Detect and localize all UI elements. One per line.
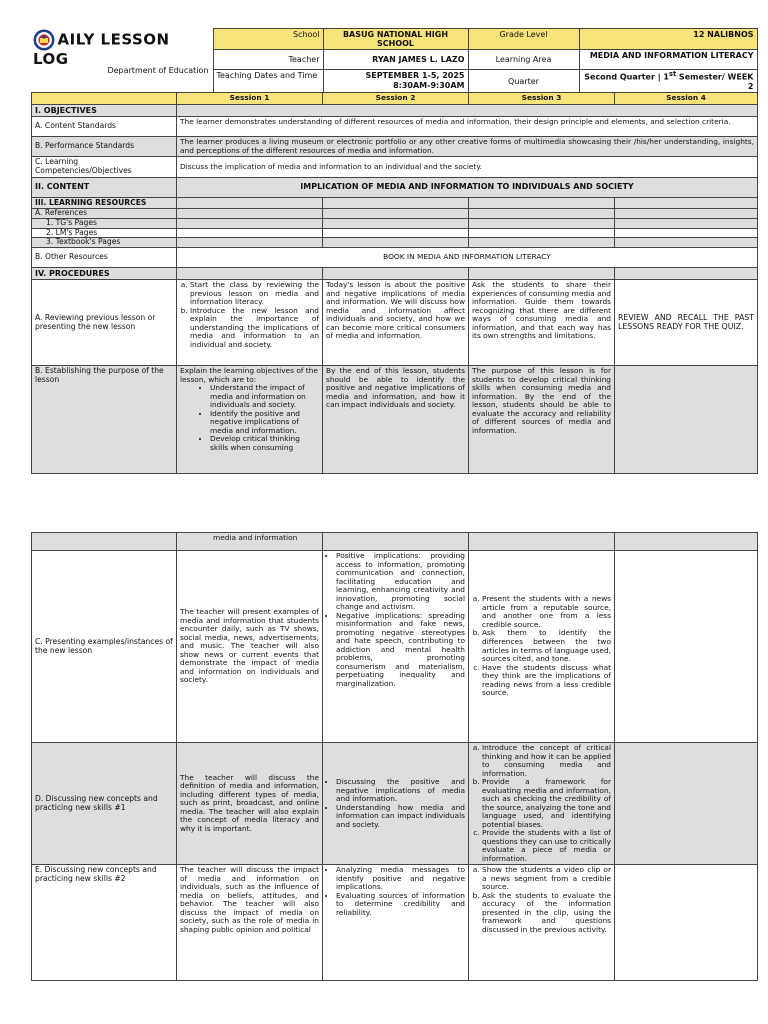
teacher-value: RYAN JAMES L. LAZO [323,50,468,70]
reviewing-session-4: REVIEW AND RECALL THE PAST LESSONS READY FOR THE QUIZ. [615,280,758,366]
purpose-session-4 [615,366,758,474]
lm-fill-1 [177,228,323,238]
list-item: • Develop critical thinking skills when consuming [210,435,319,452]
discussing-2-session-3-list [472,866,611,934]
purpose-session-2: By the end of this lesson, students should be able to identify the positive and negative implications of media and information, and how it can impact individuals and society. [323,366,469,474]
competencies-text: Discuss the implication of media and information to an individual and the society. [177,157,758,177]
presenting-session-1: The teacher will present examples of media and information that students encounter daily, such as TV shows, social media, news, advertisements, and music. The teacher will also show news or current events that demonstrate the impact of media and information on individuals and society. [177,551,323,743]
reviewing-previous-lesson-label: A. Reviewing previous lesson or presenting the new lesson [32,280,177,366]
list-item: • Discussing the positive and negative implications of media and information. [336,778,465,804]
reviewing-session-3: Ask the students to share their experiences of consuming media and information. Guide them towards recognizing that there are different ways of consuming media and information, and that each way has its own strengths and limitations. [469,280,615,366]
objectives-heading-fill [177,104,758,116]
list-item: • Negative implications: spreading misinformation and fake news, promoting negative stereotypes and hate speech, contributing to addiction and mental health problems, promoting consumerism and materialism, perpetuating inequality and marginalization. [336,612,465,689]
other-resources-text: BOOK IN MEDIA AND INFORMATION LITERACY [177,248,758,268]
discussing-1-session-4 [615,743,758,865]
list-item: a. Introduce the concept of critical thinking and how it can be applied to consuming media and information. [482,744,611,778]
quarter-label: Quarter [468,70,579,93]
list-item: • Analyzing media messages to identify positive and negative implications. [336,866,465,892]
presenting-session-4 [615,551,758,743]
content-heading: II. CONTENT [32,177,177,197]
department-name: Department of Education [107,65,209,75]
session-2-header: Session 2 [323,93,469,105]
discussing-1-session-2 [323,743,469,865]
textbook-fill-3 [469,238,615,248]
logo-title-block [31,29,213,93]
tg-fill-3 [469,219,615,229]
list-item: • Understand the impact of media and information on individuals and society. [210,384,319,410]
resources-fill-3 [469,197,615,209]
teacher-label: Teacher [213,50,323,70]
list-item: • Identify the positive and negative implications of media and information. [210,410,319,436]
area-value: MEDIA AND INFORMATION LITERACY [579,50,757,70]
purpose-session-1-intro: Explain the learning objectives of the lesson, which are to: [180,366,318,384]
list-item: b. Ask the students to evaluate the accuracy of the information presented in the clip, using the framework and questions discussed in the previous activity. [482,892,611,935]
continued-fill-4 [615,533,758,551]
references-fill-4 [615,209,758,219]
dates-label: Teaching Dates and Time [213,70,323,93]
content-standards-text: The learner demonstrates understanding of different resources of media and information, their design principle and elements, and selection criteria. [177,117,758,137]
resources-fill-2 [323,197,469,209]
lesson-table-continued [31,532,758,981]
resources-fill-4 [615,197,758,209]
tg-fill-1 [177,219,323,229]
header-table [31,28,758,93]
list-item: b. Introduce the new lesson and explain the importance of understanding the implications of media and information to an individual and society. [190,307,319,350]
reviewing-session-2: Today's lesson is about the positive and negative implications of media and information. We will discuss how media and information affect individuals and society, and how we can become more critical consumers of media and information. [323,280,469,366]
procedures-heading: IV. PROCEDURES [32,268,177,280]
performance-standards-label: B. Performance Standards [32,137,177,157]
list-item: a. Present the students with a news article from a reputable source, and another one from a less credible source. [482,595,611,629]
textbook-pages-label: 3. Textbook's Pages [32,238,177,248]
session-3-header: Session 3 [469,93,615,105]
session-4-header: Session 4 [615,93,758,105]
content-standards-label: A. Content Standards [32,117,177,137]
content-text: IMPLICATION OF MEDIA AND INFORMATION TO INDIVIDUALS AND SOCIETY [177,177,758,197]
references-label: A. References [32,209,177,219]
session-header-blank [32,93,177,105]
discussing-1-session-3-list [472,744,611,863]
references-fill-1 [177,209,323,219]
school-value: BASUG NATIONAL HIGH SCHOOL [323,29,468,50]
textbook-fill-1 [177,238,323,248]
lm-fill-2 [323,228,469,238]
continued-fill-2 [323,533,469,551]
purpose-session-1-continued: media and information [177,533,323,551]
list-item: b. Provide a framework for evaluating media and information, such as checking the credibility of the source, analyzing the tone and language used, and identifying potential biases. [482,778,611,829]
continued-fill-3 [469,533,615,551]
performance-standards-text: The learner produces a living museum or electronic portfolio or any other creative forms of multimedia showcasing their /his/her understanding, insights, and perceptions of the different resources of media and information. [177,137,758,157]
list-item: • Positive implications: providing access to information, promoting communication and connection, facilitating education and learning, enhancing creativity and innovation, promoting social change and activism. [336,552,465,612]
list-item: c. Provide the students with a list of questions they can use to critically evaluate a piece of media or information. [482,829,611,863]
discussing-2-session-1: The teacher will discuss the impact of media and information on individuals, such as the influence of media on beliefs, attitudes, and behavior. The teacher will also discuss the impact of media on society, such as the role of media in shaping public opinion and political [177,865,323,981]
lm-fill-3 [469,228,615,238]
tg-fill-4 [615,219,758,229]
competencies-label: C. Learning Competencies/Objectives [32,157,177,177]
list-item: a. Show the students a video clip or a news segment from a credible source. [482,866,611,892]
list-item: b. Ask them to identify the differences between the two articles in terms of language used, sources cited, and tone. [482,629,611,663]
list-item: • Understanding how media and information can impact individuals and society. [336,804,465,830]
session-1-header: Session 1 [177,93,323,105]
textbook-fill-4 [615,238,758,248]
tg-pages-label: 1. TG's Pages [32,219,177,229]
lm-pages-label: 2. LM's Pages [32,228,177,238]
references-fill-2 [323,209,469,219]
list-item: c. Have the students discuss what they think are the implications of reading news from a less credible source. [482,664,611,698]
resources-heading: III. LEARNING RESOURCES [32,197,177,209]
dates-value: SEPTEMBER 1-5, 2025 8:30AM-9:30AM [323,70,468,93]
discussing-2-session-2-list [326,866,465,917]
purpose-session-3: The purpose of this lesson is for students to develop critical thinking skills when consuming media and information. By the end of the lesson, students should be able to evaluate the accuracy and reliability of different sources of media and information. [469,366,615,474]
presenting-session-2 [323,551,469,743]
tg-fill-2 [323,219,469,229]
lesson-log-page-2 [31,532,757,974]
discussing-1-session-3 [469,743,615,865]
quarter-value: Second Quarter | 1st Semester/ WEEK 2 [579,70,757,93]
purpose-session-1 [177,366,323,474]
list-item: a. Start the class by reviewing the previous lesson on media and information literacy. [190,281,319,307]
reviewing-session-1-list [180,281,319,349]
procedures-fill-4 [615,268,758,280]
area-label: Learning Area [468,50,579,70]
log-title: AILY LESSON LOG [33,29,170,68]
resources-fill-1 [177,197,323,209]
lesson-log-page-1 [31,28,757,464]
reviewing-session-1 [177,280,323,366]
discussing-2-session-3 [469,865,615,981]
presenting-examples-label: C. Presenting examples/instances of the new lesson [32,551,177,743]
purpose-session-1-list [180,384,319,452]
discussing-1-session-1: The teacher will discuss the definition of media and information, including different types of media, such as print, broadcast, and online media. The teacher will also explain the concept of media literacy and why it is important. [177,743,323,865]
discussing-2-session-2 [323,865,469,981]
procedures-fill-2 [323,268,469,280]
establishing-purpose-label: B. Establishing the purpose of the lesson [32,366,177,474]
discussing-concepts-1-label: D. Discussing new concepts and practicing new skills #1 [32,743,177,865]
school-label: School [213,29,323,50]
deped-seal-icon [33,29,55,51]
textbook-fill-2 [323,238,469,248]
procedures-fill-1 [177,268,323,280]
lesson-table [31,92,758,474]
grade-label: Grade Level [468,29,579,50]
discussing-1-session-2-list [326,778,465,829]
discussing-2-session-4 [615,865,758,981]
presenting-session-2-list [326,552,465,688]
discussing-concepts-2-label: E. Discussing new concepts and practicing new skills #2 [32,865,177,981]
other-resources-label: B. Other Resources [32,248,177,268]
grade-value: 12 NALIBNOS [579,29,757,50]
presenting-session-3-list [472,595,611,697]
list-item: • Evaluating sources of information to determine credibility and reliability. [336,892,465,918]
continued-label-blank [32,533,177,551]
lm-fill-4 [615,228,758,238]
procedures-fill-3 [469,268,615,280]
references-fill-3 [469,209,615,219]
presenting-session-3 [469,551,615,743]
objectives-heading: I. OBJECTIVES [32,104,177,116]
